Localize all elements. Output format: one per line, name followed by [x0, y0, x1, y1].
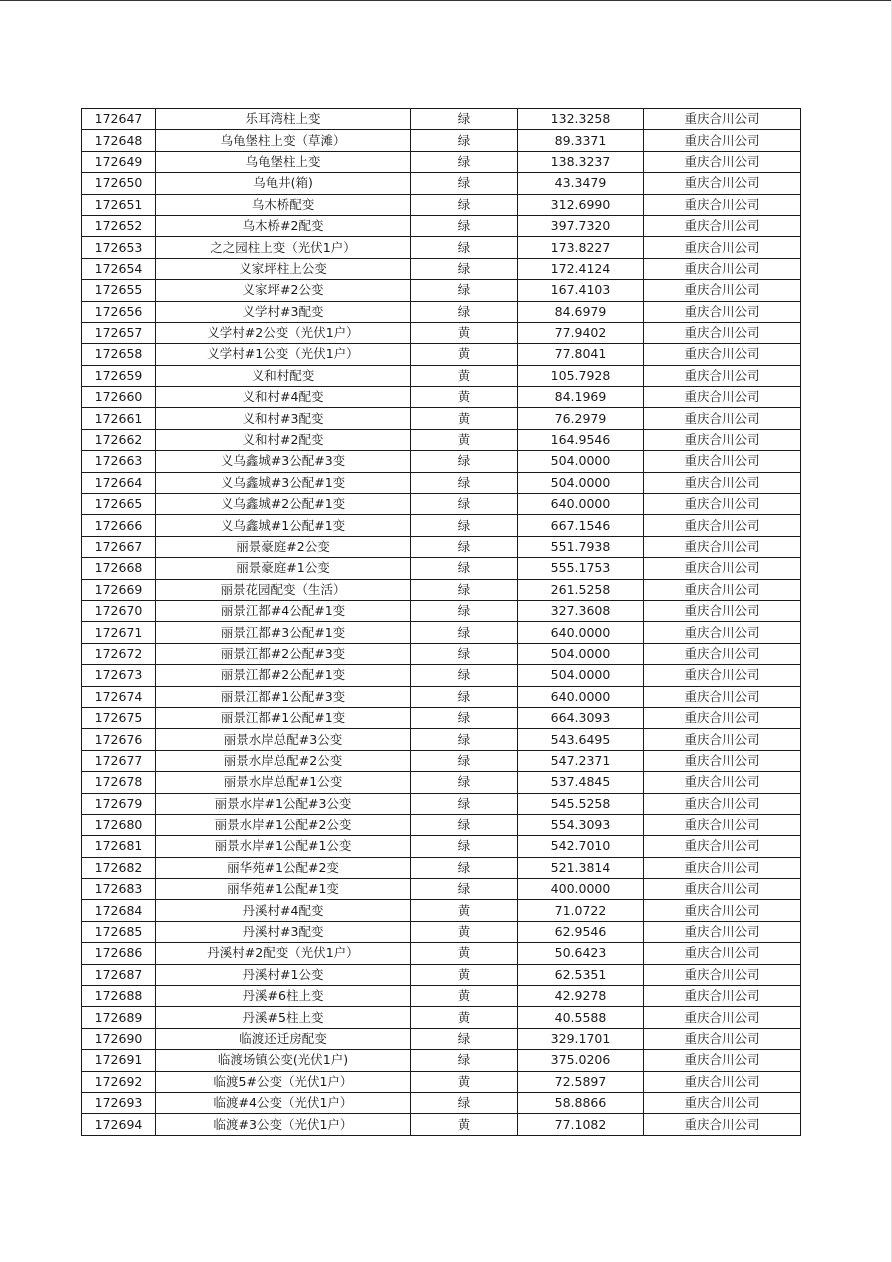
cell-company: 重庆合川公司 — [644, 1028, 801, 1049]
cell-name: 丽景江都#2公配#1变 — [156, 665, 411, 686]
cell-company: 重庆合川公司 — [644, 429, 801, 450]
cell-status: 绿 — [411, 1050, 518, 1071]
cell-value: 42.9278 — [518, 986, 644, 1007]
cell-name: 义和村#4配变 — [156, 387, 411, 408]
cell-id: 172681 — [82, 836, 156, 857]
table-row — [82, 686, 801, 707]
cell-name: 丽景水岸总配#1公变 — [156, 772, 411, 793]
cell-name: 义和村#3配变 — [156, 408, 411, 429]
cell-value: 173.8227 — [518, 237, 644, 258]
table-row — [82, 857, 801, 878]
cell-status: 黄 — [411, 322, 518, 343]
cell-company: 重庆合川公司 — [644, 1114, 801, 1135]
cell-id: 172665 — [82, 494, 156, 515]
cell-id: 172686 — [82, 943, 156, 964]
cell-id: 172655 — [82, 280, 156, 301]
cell-value: 43.3479 — [518, 173, 644, 194]
table-row — [82, 194, 801, 215]
cell-id: 172677 — [82, 750, 156, 771]
cell-company: 重庆合川公司 — [644, 215, 801, 236]
cell-value: 62.9546 — [518, 921, 644, 942]
cell-name: 义和村配变 — [156, 365, 411, 386]
cell-id: 172674 — [82, 686, 156, 707]
cell-company: 重庆合川公司 — [644, 879, 801, 900]
cell-id: 172691 — [82, 1050, 156, 1071]
cell-name: 乌龟堡柱上变 — [156, 151, 411, 172]
table-row — [82, 579, 801, 600]
cell-status: 绿 — [411, 301, 518, 322]
cell-company: 重庆合川公司 — [644, 943, 801, 964]
table-row — [82, 109, 801, 130]
cell-company: 重庆合川公司 — [644, 921, 801, 942]
table-row — [82, 173, 801, 194]
table-row — [82, 558, 801, 579]
cell-status: 绿 — [411, 622, 518, 643]
cell-value: 167.4103 — [518, 280, 644, 301]
table-row — [82, 1050, 801, 1071]
cell-value: 40.5588 — [518, 1007, 644, 1028]
cell-value: 77.9402 — [518, 322, 644, 343]
cell-name: 丽景江都#1公配#3变 — [156, 686, 411, 707]
cell-id: 172662 — [82, 429, 156, 450]
cell-company: 重庆合川公司 — [644, 814, 801, 835]
cell-status: 绿 — [411, 729, 518, 750]
cell-value: 312.6990 — [518, 194, 644, 215]
cell-id: 172673 — [82, 665, 156, 686]
cell-status: 黄 — [411, 1114, 518, 1135]
cell-value: 138.3237 — [518, 151, 644, 172]
cell-id: 172661 — [82, 408, 156, 429]
cell-value: 77.1082 — [518, 1114, 644, 1135]
cell-status: 绿 — [411, 109, 518, 130]
cell-status: 绿 — [411, 707, 518, 728]
cell-company: 重庆合川公司 — [644, 1050, 801, 1071]
cell-name: 临渡场镇公变(光伏1户) — [156, 1050, 411, 1071]
cell-id: 172669 — [82, 579, 156, 600]
table-row — [82, 986, 801, 1007]
cell-status: 绿 — [411, 536, 518, 557]
cell-value: 84.6979 — [518, 301, 644, 322]
cell-id: 172684 — [82, 900, 156, 921]
cell-company: 重庆合川公司 — [644, 472, 801, 493]
table-row — [82, 322, 801, 343]
cell-name: 临渡#4公变（光伏1户） — [156, 1092, 411, 1113]
table-body — [82, 109, 801, 1136]
table-row — [82, 1028, 801, 1049]
cell-id: 172649 — [82, 151, 156, 172]
table-row — [82, 643, 801, 664]
cell-company: 重庆合川公司 — [644, 643, 801, 664]
cell-status: 绿 — [411, 151, 518, 172]
cell-id: 172650 — [82, 173, 156, 194]
cell-value: 105.7928 — [518, 365, 644, 386]
cell-id: 172672 — [82, 643, 156, 664]
cell-status: 黄 — [411, 900, 518, 921]
cell-name: 丽景江都#1公配#1变 — [156, 707, 411, 728]
cell-id: 172647 — [82, 109, 156, 130]
cell-name: 义乌鑫城#2公配#1变 — [156, 494, 411, 515]
cell-name: 义学村#3配变 — [156, 301, 411, 322]
cell-company: 重庆合川公司 — [644, 536, 801, 557]
cell-company: 重庆合川公司 — [644, 408, 801, 429]
cell-id: 172660 — [82, 387, 156, 408]
cell-status: 绿 — [411, 643, 518, 664]
cell-name: 丽景水岸总配#3公变 — [156, 729, 411, 750]
cell-company: 重庆合川公司 — [644, 729, 801, 750]
cell-name: 丹溪村#2配变（光伏1户） — [156, 943, 411, 964]
table-row — [82, 494, 801, 515]
cell-status: 绿 — [411, 1028, 518, 1049]
cell-name: 丹溪#6柱上变 — [156, 986, 411, 1007]
cell-id: 172668 — [82, 558, 156, 579]
cell-company: 重庆合川公司 — [644, 986, 801, 1007]
table-row — [82, 344, 801, 365]
cell-value: 71.0722 — [518, 900, 644, 921]
cell-status: 绿 — [411, 280, 518, 301]
cell-company: 重庆合川公司 — [644, 579, 801, 600]
table-row — [82, 750, 801, 771]
cell-id: 172653 — [82, 237, 156, 258]
cell-name: 丽景水岸#1公配#3公变 — [156, 793, 411, 814]
cell-name: 丽景水岸#1公配#2公变 — [156, 814, 411, 835]
cell-value: 537.4845 — [518, 772, 644, 793]
cell-value: 50.6423 — [518, 943, 644, 964]
cell-id: 172694 — [82, 1114, 156, 1135]
table-row — [82, 964, 801, 985]
cell-id: 172682 — [82, 857, 156, 878]
cell-id: 172664 — [82, 472, 156, 493]
cell-id: 172667 — [82, 536, 156, 557]
table-row — [82, 793, 801, 814]
cell-value: 554.3093 — [518, 814, 644, 835]
cell-id: 172671 — [82, 622, 156, 643]
cell-status: 绿 — [411, 665, 518, 686]
cell-value: 640.0000 — [518, 686, 644, 707]
cell-company: 重庆合川公司 — [644, 793, 801, 814]
transformer-table — [81, 108, 801, 1136]
cell-name: 之之园柱上变（光伏1户） — [156, 237, 411, 258]
cell-id: 172658 — [82, 344, 156, 365]
cell-id: 172670 — [82, 600, 156, 621]
table-row — [82, 451, 801, 472]
cell-status: 绿 — [411, 1092, 518, 1113]
table-row — [82, 365, 801, 386]
cell-name: 丽景豪庭#2公变 — [156, 536, 411, 557]
cell-id: 172692 — [82, 1071, 156, 1092]
cell-name: 乌木桥#2配变 — [156, 215, 411, 236]
cell-name: 义乌鑫城#3公配#3变 — [156, 451, 411, 472]
cell-status: 黄 — [411, 921, 518, 942]
cell-company: 重庆合川公司 — [644, 130, 801, 151]
cell-value: 542.7010 — [518, 836, 644, 857]
cell-company: 重庆合川公司 — [644, 109, 801, 130]
cell-name: 义和村#2配变 — [156, 429, 411, 450]
cell-status: 绿 — [411, 600, 518, 621]
table-row — [82, 1114, 801, 1135]
cell-name: 义家坪#2公变 — [156, 280, 411, 301]
table-row — [82, 900, 801, 921]
cell-company: 重庆合川公司 — [644, 365, 801, 386]
cell-value: 62.5351 — [518, 964, 644, 985]
cell-name: 丹溪村#1公变 — [156, 964, 411, 985]
cell-id: 172656 — [82, 301, 156, 322]
cell-id: 172651 — [82, 194, 156, 215]
cell-name: 乌木桥配变 — [156, 194, 411, 215]
table-row — [82, 280, 801, 301]
cell-status: 绿 — [411, 215, 518, 236]
cell-id: 172654 — [82, 258, 156, 279]
cell-id: 172652 — [82, 215, 156, 236]
table-row — [82, 943, 801, 964]
cell-status: 黄 — [411, 986, 518, 1007]
cell-status: 绿 — [411, 836, 518, 857]
cell-id: 172679 — [82, 793, 156, 814]
cell-name: 丹溪村#4配变 — [156, 900, 411, 921]
table-row — [82, 1007, 801, 1028]
cell-value: 640.0000 — [518, 494, 644, 515]
cell-value: 375.0206 — [518, 1050, 644, 1071]
cell-value: 504.0000 — [518, 472, 644, 493]
cell-company: 重庆合川公司 — [644, 258, 801, 279]
cell-value: 504.0000 — [518, 643, 644, 664]
table-row — [82, 1071, 801, 1092]
cell-status: 绿 — [411, 494, 518, 515]
cell-value: 504.0000 — [518, 665, 644, 686]
cell-name: 临渡#3公变（光伏1户） — [156, 1114, 411, 1135]
cell-company: 重庆合川公司 — [644, 750, 801, 771]
cell-value: 329.1701 — [518, 1028, 644, 1049]
cell-company: 重庆合川公司 — [644, 280, 801, 301]
cell-status: 黄 — [411, 429, 518, 450]
cell-company: 重庆合川公司 — [644, 964, 801, 985]
cell-id: 172680 — [82, 814, 156, 835]
cell-name: 临渡5#公变（光伏1户） — [156, 1071, 411, 1092]
table-row — [82, 772, 801, 793]
table-row — [82, 1092, 801, 1113]
cell-name: 丽华苑#1公配#2变 — [156, 857, 411, 878]
cell-company: 重庆合川公司 — [644, 857, 801, 878]
cell-id: 172666 — [82, 515, 156, 536]
table-row — [82, 237, 801, 258]
cell-value: 261.5258 — [518, 579, 644, 600]
cell-name: 丹溪#5柱上变 — [156, 1007, 411, 1028]
table-row — [82, 921, 801, 942]
cell-value: 664.3093 — [518, 707, 644, 728]
cell-name: 义学村#1公变（光伏1户） — [156, 344, 411, 365]
table-row — [82, 536, 801, 557]
cell-id: 172657 — [82, 322, 156, 343]
cell-value: 77.8041 — [518, 344, 644, 365]
cell-value: 84.1969 — [518, 387, 644, 408]
cell-status: 黄 — [411, 943, 518, 964]
cell-status: 绿 — [411, 814, 518, 835]
cell-status: 绿 — [411, 558, 518, 579]
table-row — [82, 215, 801, 236]
cell-company: 重庆合川公司 — [644, 622, 801, 643]
cell-id: 172663 — [82, 451, 156, 472]
cell-company: 重庆合川公司 — [644, 558, 801, 579]
cell-value: 89.3371 — [518, 130, 644, 151]
cell-company: 重庆合川公司 — [644, 237, 801, 258]
cell-company: 重庆合川公司 — [644, 1071, 801, 1092]
table-row — [82, 258, 801, 279]
cell-name: 临渡还迁房配变 — [156, 1028, 411, 1049]
cell-status: 绿 — [411, 237, 518, 258]
cell-status: 绿 — [411, 130, 518, 151]
cell-company: 重庆合川公司 — [644, 515, 801, 536]
cell-company: 重庆合川公司 — [644, 665, 801, 686]
cell-company: 重庆合川公司 — [644, 836, 801, 857]
cell-status: 绿 — [411, 857, 518, 878]
cell-status: 黄 — [411, 344, 518, 365]
cell-value: 132.3258 — [518, 109, 644, 130]
page-top-rule — [0, 0, 892, 1]
cell-status: 绿 — [411, 750, 518, 771]
cell-name: 丽景江都#3公配#1变 — [156, 622, 411, 643]
cell-name: 丽景豪庭#1公变 — [156, 558, 411, 579]
cell-status: 黄 — [411, 1007, 518, 1028]
cell-status: 绿 — [411, 173, 518, 194]
cell-id: 172690 — [82, 1028, 156, 1049]
cell-value: 667.1546 — [518, 515, 644, 536]
cell-company: 重庆合川公司 — [644, 387, 801, 408]
cell-name: 丽景江都#4公配#1变 — [156, 600, 411, 621]
table-row — [82, 665, 801, 686]
cell-name: 义学村#2公变（光伏1户） — [156, 322, 411, 343]
cell-value: 397.7320 — [518, 215, 644, 236]
cell-id: 172687 — [82, 964, 156, 985]
table-row — [82, 814, 801, 835]
cell-company: 重庆合川公司 — [644, 900, 801, 921]
cell-name: 丽景水岸总配#2公变 — [156, 750, 411, 771]
table-row — [82, 472, 801, 493]
cell-value: 547.2371 — [518, 750, 644, 771]
cell-company: 重庆合川公司 — [644, 1007, 801, 1028]
cell-name: 义家坪柱上公变 — [156, 258, 411, 279]
table-row — [82, 622, 801, 643]
cell-value: 327.3608 — [518, 600, 644, 621]
table-row — [82, 151, 801, 172]
cell-status: 绿 — [411, 194, 518, 215]
table-row — [82, 879, 801, 900]
cell-id: 172685 — [82, 921, 156, 942]
cell-company: 重庆合川公司 — [644, 451, 801, 472]
cell-name: 乌龟井(箱) — [156, 173, 411, 194]
cell-status: 绿 — [411, 579, 518, 600]
cell-status: 绿 — [411, 772, 518, 793]
cell-name: 乌龟堡柱上变（草滩） — [156, 130, 411, 151]
cell-value: 58.8866 — [518, 1092, 644, 1113]
cell-name: 丽景江都#2公配#3变 — [156, 643, 411, 664]
cell-id: 172683 — [82, 879, 156, 900]
cell-status: 黄 — [411, 964, 518, 985]
cell-company: 重庆合川公司 — [644, 301, 801, 322]
cell-id: 172678 — [82, 772, 156, 793]
cell-status: 绿 — [411, 793, 518, 814]
table-row — [82, 729, 801, 750]
cell-value: 551.7938 — [518, 536, 644, 557]
cell-company: 重庆合川公司 — [644, 772, 801, 793]
cell-company: 重庆合川公司 — [644, 494, 801, 515]
cell-name: 乐耳湾柱上变 — [156, 109, 411, 130]
cell-value: 521.3814 — [518, 857, 644, 878]
cell-value: 400.0000 — [518, 879, 644, 900]
cell-id: 172676 — [82, 729, 156, 750]
cell-company: 重庆合川公司 — [644, 151, 801, 172]
table-row — [82, 515, 801, 536]
cell-value: 76.2979 — [518, 408, 644, 429]
cell-value: 172.4124 — [518, 258, 644, 279]
cell-value: 640.0000 — [518, 622, 644, 643]
table-row — [82, 408, 801, 429]
cell-status: 绿 — [411, 686, 518, 707]
cell-value: 543.6495 — [518, 729, 644, 750]
cell-status: 黄 — [411, 408, 518, 429]
table-row — [82, 600, 801, 621]
cell-status: 绿 — [411, 515, 518, 536]
cell-company: 重庆合川公司 — [644, 707, 801, 728]
cell-name: 丽景水岸#1公配#1公变 — [156, 836, 411, 857]
cell-company: 重庆合川公司 — [644, 344, 801, 365]
cell-name: 丽华苑#1公配#1变 — [156, 879, 411, 900]
cell-value: 72.5897 — [518, 1071, 644, 1092]
cell-status: 绿 — [411, 451, 518, 472]
table-row — [82, 836, 801, 857]
cell-name: 丽景花园配变（生活） — [156, 579, 411, 600]
cell-name: 义乌鑫城#1公配#1变 — [156, 515, 411, 536]
cell-id: 172675 — [82, 707, 156, 728]
cell-company: 重庆合川公司 — [644, 686, 801, 707]
table-row — [82, 301, 801, 322]
cell-name: 丹溪村#3配变 — [156, 921, 411, 942]
cell-value: 504.0000 — [518, 451, 644, 472]
cell-status: 黄 — [411, 387, 518, 408]
table-row — [82, 387, 801, 408]
cell-company: 重庆合川公司 — [644, 1092, 801, 1113]
cell-name: 义乌鑫城#3公配#1变 — [156, 472, 411, 493]
cell-company: 重庆合川公司 — [644, 194, 801, 215]
cell-id: 172648 — [82, 130, 156, 151]
cell-status: 绿 — [411, 472, 518, 493]
cell-status: 绿 — [411, 258, 518, 279]
cell-id: 172659 — [82, 365, 156, 386]
cell-id: 172693 — [82, 1092, 156, 1113]
cell-company: 重庆合川公司 — [644, 322, 801, 343]
cell-value: 545.5258 — [518, 793, 644, 814]
cell-value: 164.9546 — [518, 429, 644, 450]
cell-id: 172688 — [82, 986, 156, 1007]
cell-company: 重庆合川公司 — [644, 600, 801, 621]
cell-status: 黄 — [411, 1071, 518, 1092]
cell-status: 绿 — [411, 879, 518, 900]
table-row — [82, 130, 801, 151]
cell-id: 172689 — [82, 1007, 156, 1028]
table-row — [82, 707, 801, 728]
table-row — [82, 429, 801, 450]
cell-status: 黄 — [411, 365, 518, 386]
cell-value: 555.1753 — [518, 558, 644, 579]
cell-company: 重庆合川公司 — [644, 173, 801, 194]
